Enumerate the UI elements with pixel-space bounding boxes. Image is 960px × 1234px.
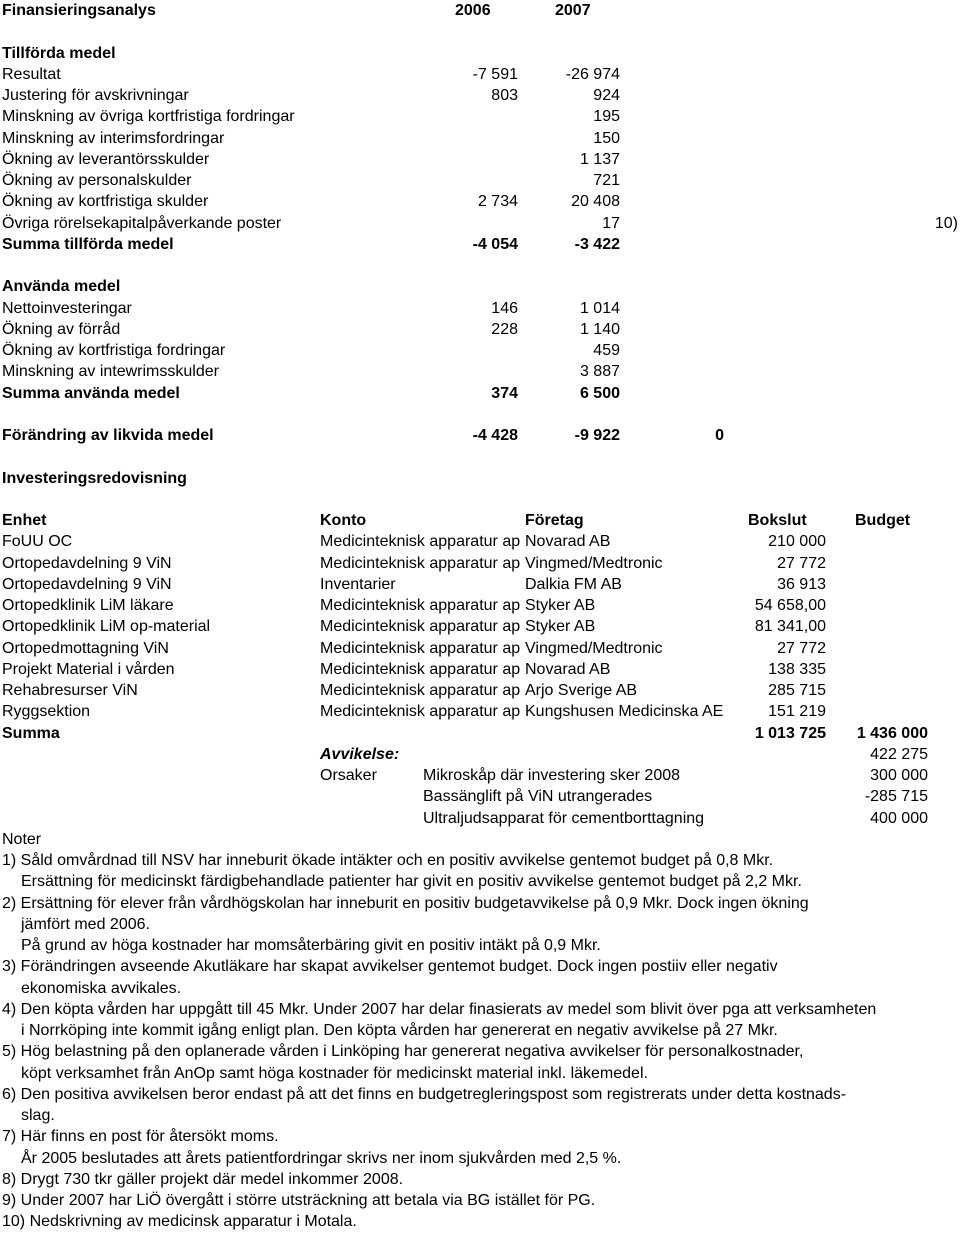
note-text: 5) Hög belastning på den oplanerade vården i Linköping har genererat negativa avvikelser för personalkostnader, <box>2 1043 804 1061</box>
reasons-label: Orsaker <box>320 767 377 784</box>
note-line <box>0 850 960 871</box>
total-actual: 1 013 725 <box>754 724 826 742</box>
actual-cell: 27 772 <box>777 639 826 657</box>
company-cell: Novarad AB <box>525 660 611 678</box>
sources-row <box>0 170 960 191</box>
blank-row <box>0 404 960 425</box>
row-label: Nettoinvesteringar <box>2 299 132 317</box>
sources-row <box>0 191 960 212</box>
note-text: slag. <box>21 1107 55 1124</box>
actual-cell: 27 772 <box>777 554 826 572</box>
note-line <box>0 914 960 935</box>
investment-row <box>0 680 960 701</box>
note-line <box>0 1063 960 1084</box>
reason-text: Ultraljudsapparat för cementborttagning <box>423 809 705 827</box>
value-2007: -26 974 <box>565 65 620 83</box>
company-cell: Arjo Sverige AB <box>525 682 638 699</box>
note-text: i Norrköping inte kommit igång enligt plan. Den köpta vården har genererat en negativ avvikelse på 27 Mkr. <box>21 1022 778 1039</box>
note-text: 9) Under 2007 har LiÖ övergått i större utsträckning att betala via BG istället för PG. <box>2 1192 596 1209</box>
value-2006: -7 591 <box>472 65 518 83</box>
extra-value: 0 <box>715 427 724 444</box>
unit-cell: Ortopedklinik LiM läkare <box>2 597 174 614</box>
analysis-title: Finansieringsanalys <box>2 2 156 19</box>
sources-row <box>0 106 960 127</box>
unit-cell: Ortopedklinik LiM op-material <box>2 618 211 636</box>
account-cell: Medicinteknisk apparatur ap <box>320 618 521 636</box>
investment-row <box>0 553 960 574</box>
value-2007: 459 <box>593 342 620 359</box>
year-header-2006: 2006 <box>455 2 491 19</box>
account-cell: Medicinteknisk apparatur ap <box>320 639 521 657</box>
uses-row <box>0 319 960 340</box>
account-cell: Inventarier <box>320 575 396 593</box>
reason-row <box>0 765 960 786</box>
section-heading-row <box>0 468 960 489</box>
row-label: Ökning av förråd <box>2 320 121 338</box>
actual-cell: 285 715 <box>768 682 826 699</box>
deviation-label: Avvikelse: <box>320 745 400 763</box>
note-line <box>0 893 960 914</box>
row-label: Minskning av interimsfordringar <box>2 129 225 147</box>
note-text: 1) Såld omvårdnad till NSV har inneburit ökade intäkter och en positiv avvikelse gentemot budget på 0,8 Mkr. <box>2 852 774 869</box>
note-text: 3) Förändringen avseende Akutläkare har skapat avvikelser gentemot budget. Dock ingen postiiv eller negativ <box>2 958 778 976</box>
column-header-budget: Budget <box>855 512 911 529</box>
note-text: 6) Den positiva avvikelsen beror endast på att det finns en budgetregleringspost som registrerats under detta kostnads- <box>2 1085 847 1103</box>
investment-row <box>0 595 960 616</box>
note-line <box>0 978 960 999</box>
actual-cell: 210 000 <box>768 533 826 551</box>
account-cell: Medicinteknisk apparatur ap <box>320 533 521 551</box>
reason-row <box>0 786 960 807</box>
actual-cell: 36 913 <box>777 575 826 593</box>
note-text: 2) Ersättning för elever från vårdhögskolan har inneburit en positiv budgetavvikelse på 0,9 Mkr. Dock ingen ökning <box>2 894 809 912</box>
value-2006: -4 428 <box>472 427 518 444</box>
note-reference: 10) <box>934 214 958 232</box>
value-2007: -3 422 <box>574 235 620 253</box>
company-cell: Styker AB <box>525 618 596 636</box>
column-header-company: Företag <box>525 512 584 529</box>
sources-row <box>0 213 960 234</box>
note-line <box>0 935 960 956</box>
note-text: 7) Här finns en post för återsökt moms. <box>2 1128 279 1146</box>
unit-cell: FoUU OC <box>2 533 73 551</box>
investments-header-row <box>0 510 960 531</box>
account-cell: Medicinteknisk apparatur ap <box>320 703 521 721</box>
row-label: Ökning av kortfristiga skulder <box>2 193 209 211</box>
row-label: Ökning av leverantörsskulder <box>2 150 210 168</box>
actual-cell: 54 658,00 <box>754 597 826 614</box>
reason-text: Bassänglift på ViN utrangerades <box>423 788 653 806</box>
total-label: Summa <box>2 724 60 742</box>
note-line <box>0 871 960 892</box>
account-cell: Medicinteknisk apparatur ap <box>320 554 521 572</box>
note-line <box>0 1041 960 1062</box>
investment-row <box>0 616 960 637</box>
sources-row <box>0 128 960 149</box>
note-line <box>0 1211 960 1232</box>
reason-value: -285 715 <box>864 788 928 806</box>
note-line <box>0 1084 960 1105</box>
column-header-unit: Enhet <box>2 512 47 529</box>
value-2007: 1 137 <box>579 150 620 168</box>
company-cell: Dalkia FM AB <box>525 575 622 593</box>
note-text: jämfört med 2006. <box>21 915 150 933</box>
note-line <box>0 999 960 1020</box>
value-2006: 803 <box>491 87 518 104</box>
investment-row <box>0 531 960 552</box>
unit-cell: Rehabresurser ViN <box>2 682 138 699</box>
value-2006: -4 054 <box>472 235 518 253</box>
unit-cell: Ortopedavdelning 9 ViN <box>2 575 172 593</box>
company-cell: Styker AB <box>525 597 596 614</box>
analysis-header-row <box>0 0 960 21</box>
value-2006: 374 <box>491 384 518 402</box>
year-header-2007: 2007 <box>555 2 591 19</box>
row-label: Övriga rörelsekapitalpåverkande poster <box>2 214 282 232</box>
total-budget: 1 436 000 <box>856 724 928 742</box>
investments-total-row <box>0 723 960 744</box>
reason-text: Mikroskåp där investering sker 2008 <box>423 767 681 784</box>
row-label: Summa tillförda medel <box>2 235 174 253</box>
company-cell: Kungshusen Medicinska AE <box>525 703 724 721</box>
value-2006: 146 <box>491 299 518 317</box>
account-cell: Medicinteknisk apparatur ap <box>320 660 521 678</box>
notes-heading: Noter <box>2 830 42 848</box>
value-2007: 1 140 <box>579 320 620 338</box>
company-cell: Vingmed/Medtronic <box>525 639 663 657</box>
notes-heading-row <box>0 829 960 850</box>
company-cell: Vingmed/Medtronic <box>525 554 663 572</box>
value-2006: 2 734 <box>477 193 518 211</box>
value-2007: 17 <box>602 214 620 232</box>
company-cell: Novarad AB <box>525 533 611 551</box>
uses-total-row <box>0 383 960 404</box>
note-text: köpt verksamhet från AnOp samt höga kostnader för medicinskt material inkl. läkemedel. <box>21 1064 648 1082</box>
row-label: Ökning av kortfristiga fordringar <box>2 342 226 359</box>
sources-row <box>0 64 960 85</box>
sources-heading: Tillförda medel <box>2 44 116 62</box>
note-line <box>0 1020 960 1041</box>
account-cell: Medicinteknisk apparatur ap <box>320 597 521 614</box>
investment-row <box>0 701 960 722</box>
deviation-row <box>0 744 960 765</box>
value-2007: 3 887 <box>579 363 620 381</box>
blank-row <box>0 446 960 467</box>
sources-row <box>0 149 960 170</box>
value-2007: 6 500 <box>579 384 620 402</box>
row-label: Minskning av övriga kortfristiga fordringar <box>2 108 295 126</box>
actual-cell: 81 341,00 <box>754 618 826 636</box>
uses-row <box>0 340 960 361</box>
investment-row <box>0 638 960 659</box>
note-text: ekonomiska avvikales. <box>21 979 182 997</box>
actual-cell: 151 219 <box>768 703 826 721</box>
value-2007: 721 <box>593 172 620 189</box>
uses-row <box>0 361 960 382</box>
unit-cell: Projekt Material i vården <box>2 660 175 678</box>
note-text: 4) Den köpta vården har uppgått till 45 Mkr. Under 2007 har delar finasierats av medel som blivit över pga att verksamheten <box>2 1000 877 1018</box>
reason-value: 400 000 <box>870 809 928 827</box>
reason-row <box>0 808 960 829</box>
note-text: 8) Drygt 730 tkr gäller projekt där medel inkommer 2008. <box>2 1170 404 1188</box>
blank-row <box>0 489 960 510</box>
blank-row <box>0 255 960 276</box>
investment-row <box>0 574 960 595</box>
deviation-value: 422 275 <box>870 745 928 763</box>
uses-heading: Använda medel <box>2 278 121 296</box>
actual-cell: 138 335 <box>768 660 826 678</box>
column-header-account: Konto <box>320 512 367 529</box>
value-2007: 195 <box>593 108 620 126</box>
value-2007: 1 014 <box>579 299 620 317</box>
reason-value: 300 000 <box>870 767 928 784</box>
row-label: Resultat <box>2 65 61 83</box>
row-label: Förändring av likvida medel <box>2 427 214 444</box>
column-header-actual: Bokslut <box>748 512 807 529</box>
value-2006: 228 <box>491 320 518 338</box>
value-2007: 150 <box>593 129 620 147</box>
sources-total-row <box>0 234 960 255</box>
investments-title: Investeringsredovisning <box>2 469 187 487</box>
note-text: 10) Nedskrivning av medicinsk apparatur i Motala. <box>2 1213 357 1231</box>
row-label: Summa använda medel <box>2 384 180 402</box>
note-line <box>0 956 960 977</box>
note-text: År 2005 beslutades att årets patientfordringar skrivs ner inom sjukvården med 2,5 %. <box>21 1149 622 1167</box>
value-2007: 924 <box>593 87 620 104</box>
value-2007: 20 408 <box>571 193 620 211</box>
note-line <box>0 1126 960 1147</box>
unit-cell: Ortopedavdelning 9 ViN <box>2 554 172 572</box>
note-line <box>0 1148 960 1169</box>
note-text: Ersättning för medicinskt färdigbehandlade patienter har givit en positiv avvikelse gentemot budget på 2,2 Mkr. <box>21 873 802 891</box>
unit-cell: Ryggsektion <box>2 703 91 721</box>
investment-row <box>0 659 960 680</box>
note-line <box>0 1169 960 1190</box>
blank-row <box>0 21 960 42</box>
liquidity-change-row <box>0 425 960 446</box>
note-line <box>0 1190 960 1211</box>
uses-row <box>0 298 960 319</box>
sources-row <box>0 85 960 106</box>
note-text: På grund av höga kostnader har momsåterbäring givit en positiv intäkt på 0,9 Mkr. <box>21 937 601 954</box>
account-cell: Medicinteknisk apparatur ap <box>320 682 521 699</box>
note-line <box>0 1105 960 1126</box>
row-label: Minskning av intewrimsskulder <box>2 363 219 381</box>
row-label: Justering för avskrivningar <box>2 87 189 104</box>
section-heading-row <box>0 43 960 64</box>
value-2007: -9 922 <box>574 427 620 444</box>
row-label: Ökning av personalskulder <box>2 172 192 189</box>
unit-cell: Ortopedmottagning ViN <box>2 639 169 657</box>
section-heading-row <box>0 276 960 297</box>
